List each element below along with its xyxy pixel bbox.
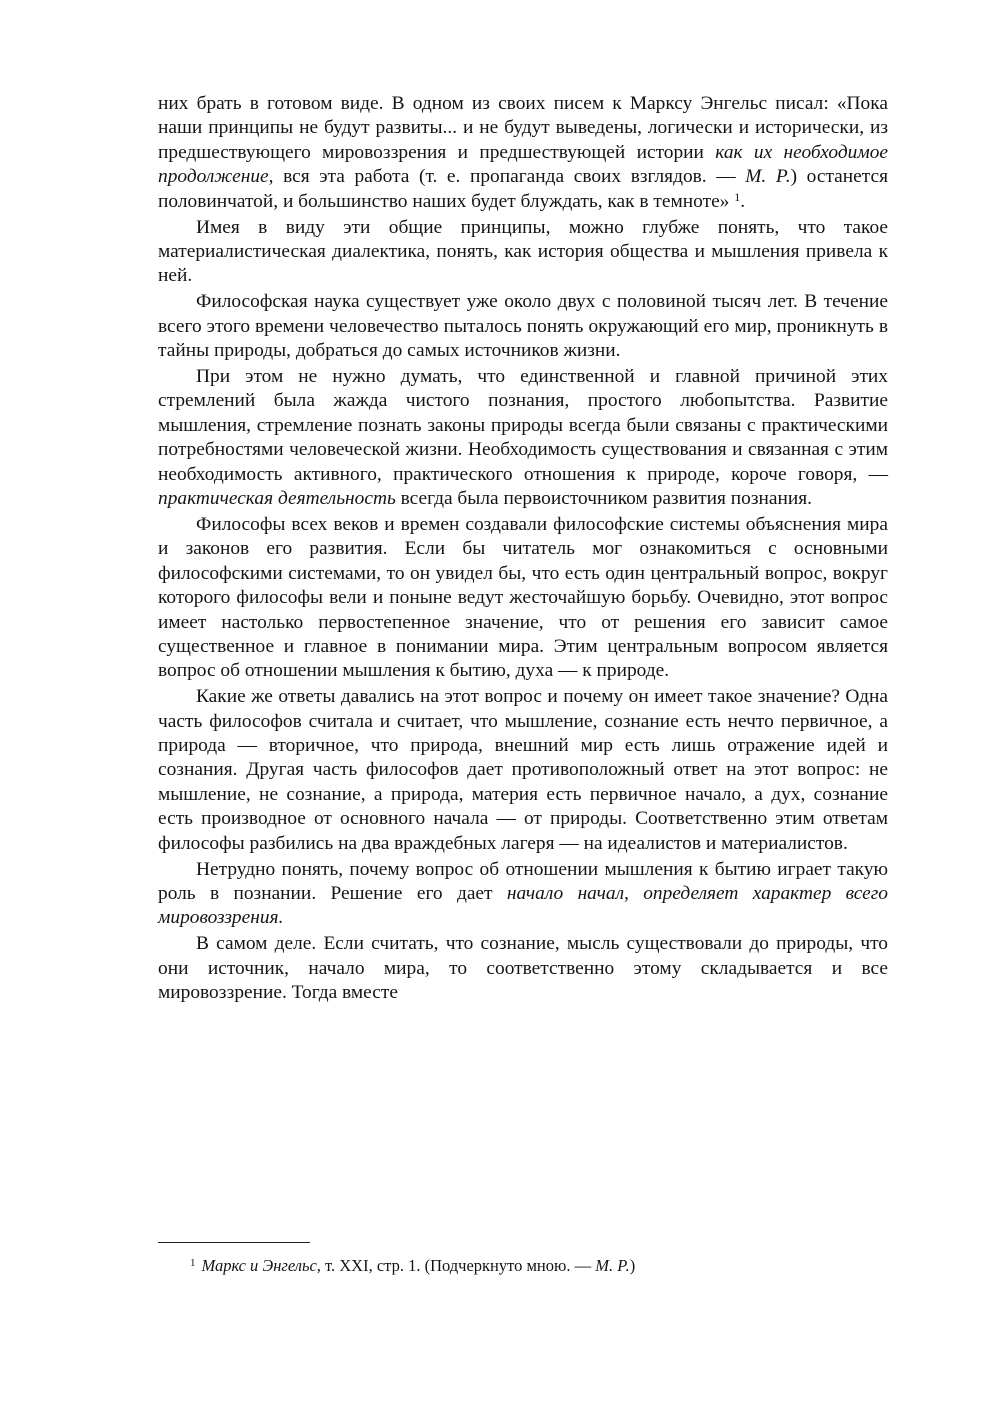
emphasized-text: начало начал, определяет характер всего мировоззрения. — [158, 883, 888, 929]
emphasized-text: практическая деятельность — [158, 488, 396, 509]
text-run: , т. XXI, стр. 1. (Подчеркнуто мною. — — [316, 1256, 596, 1275]
paragraph — [158, 216, 888, 289]
emphasized-text: Маркс и Энгельс — [201, 1256, 317, 1275]
text-run: Философская наука существует уже около двух с половиной тысяч лет. В течение всего этого времени человечество пыталось понять окружающий его мир, проникнуть в тайны природы, добраться до самых источников жизни. — [158, 291, 888, 362]
paragraph — [158, 513, 888, 684]
text-run: ) останется половинчатой, и большинство наших будет блуждать, как в темноте» — [158, 166, 888, 212]
text-run: Имея в виду эти общие принципы, можно глубже понять, что такое материалистическая диалектика, понять, как история общества и мышления привела к ней. — [158, 216, 888, 287]
paragraph — [158, 92, 888, 214]
paragraph — [158, 858, 888, 931]
footnote-marker: 1 — [190, 1257, 196, 1269]
text-run: ) — [629, 1256, 636, 1275]
page-body — [158, 92, 888, 1007]
emphasized-text: М. Р. — [745, 166, 791, 188]
footnote-divider — [158, 1242, 310, 1243]
footnote-reference: 1 — [734, 189, 741, 204]
paragraph — [158, 932, 888, 1005]
text-run: Нетрудно понять, почему вопрос об отношении мышления к бытию играет такую роль в познании. Решение его дает — [158, 858, 888, 904]
text-run: В самом деле. Если считать, что сознание, мысль существовали до природы, что они источник, начало мира, то соответственно этому складывается и все мировоззрение. Тогда вместе — [158, 933, 888, 1004]
text-run: Какие же ответы давались на этот вопрос и почему он имеет такое значение? Одна часть философов считала и считает, что мышление, сознание есть нечто первичное, а природа — вторичное, что природа, внешний мир есть лишь отражение идей и сознания. Другая часть философов дает противоположный ответ на этот вопрос: не мышление, не сознание, а природа, материя есть первичное начало, а дух, сознание есть производное от основного начала — от природы. Соответственно этим ответам философы разбились на два враждебных лагеря — на идеалистов и материалистов. — [158, 686, 888, 854]
text-run: . — [740, 190, 746, 212]
footnote-text — [202, 1256, 636, 1275]
emphasized-text: как их необходимое продолжение — [158, 141, 888, 188]
text-run: Философы всех веков и времен создавали философские системы объяснения мира и законов его развития. Если бы читатель мог ознакомиться с основными философскими системами, то он увидел бы, что есть один центральный вопрос, вокруг которого философы вели и поныне ведут жесточайшую борьбу. Очевидно, этот вопрос имеет настолько первостепенное значение, что от решения его зависит самое существенное и главное в понимании мира. Этим центральным вопросом является вопрос об отношении мышления к бытию, духа — к природе. — [158, 513, 888, 682]
emphasized-text: М. Р. — [595, 1256, 630, 1275]
text-run: них брать в готовом виде. В одном из своих писем к Марксу Энгельс писал: «Пока наши принципы не будут развиты... и не будут выведены, логически и исторически, из предшествующего мировоззрения и предшествующей истории — [158, 93, 888, 163]
footnote — [190, 1255, 890, 1277]
text-run: всегда была первоисточником развития познания. — [395, 488, 812, 509]
text-run: , вся эта работа (т. е. пропаганда своих взглядов. — — [268, 166, 746, 188]
text-run: При этом не нужно думать, что единственной и главной причиной этих стремлений была жажда чистого познания, простого любопытства. Развитие мышления, стремление познать законы природы всегда были связаны с практическими потребностями человеческой жизни. Необходимость существования и связанная с этим необходимость активного, практического отношения к природе, короче говоря, — — [158, 365, 888, 485]
paragraph — [158, 290, 888, 363]
paragraph — [158, 365, 888, 511]
paragraph — [158, 685, 888, 856]
